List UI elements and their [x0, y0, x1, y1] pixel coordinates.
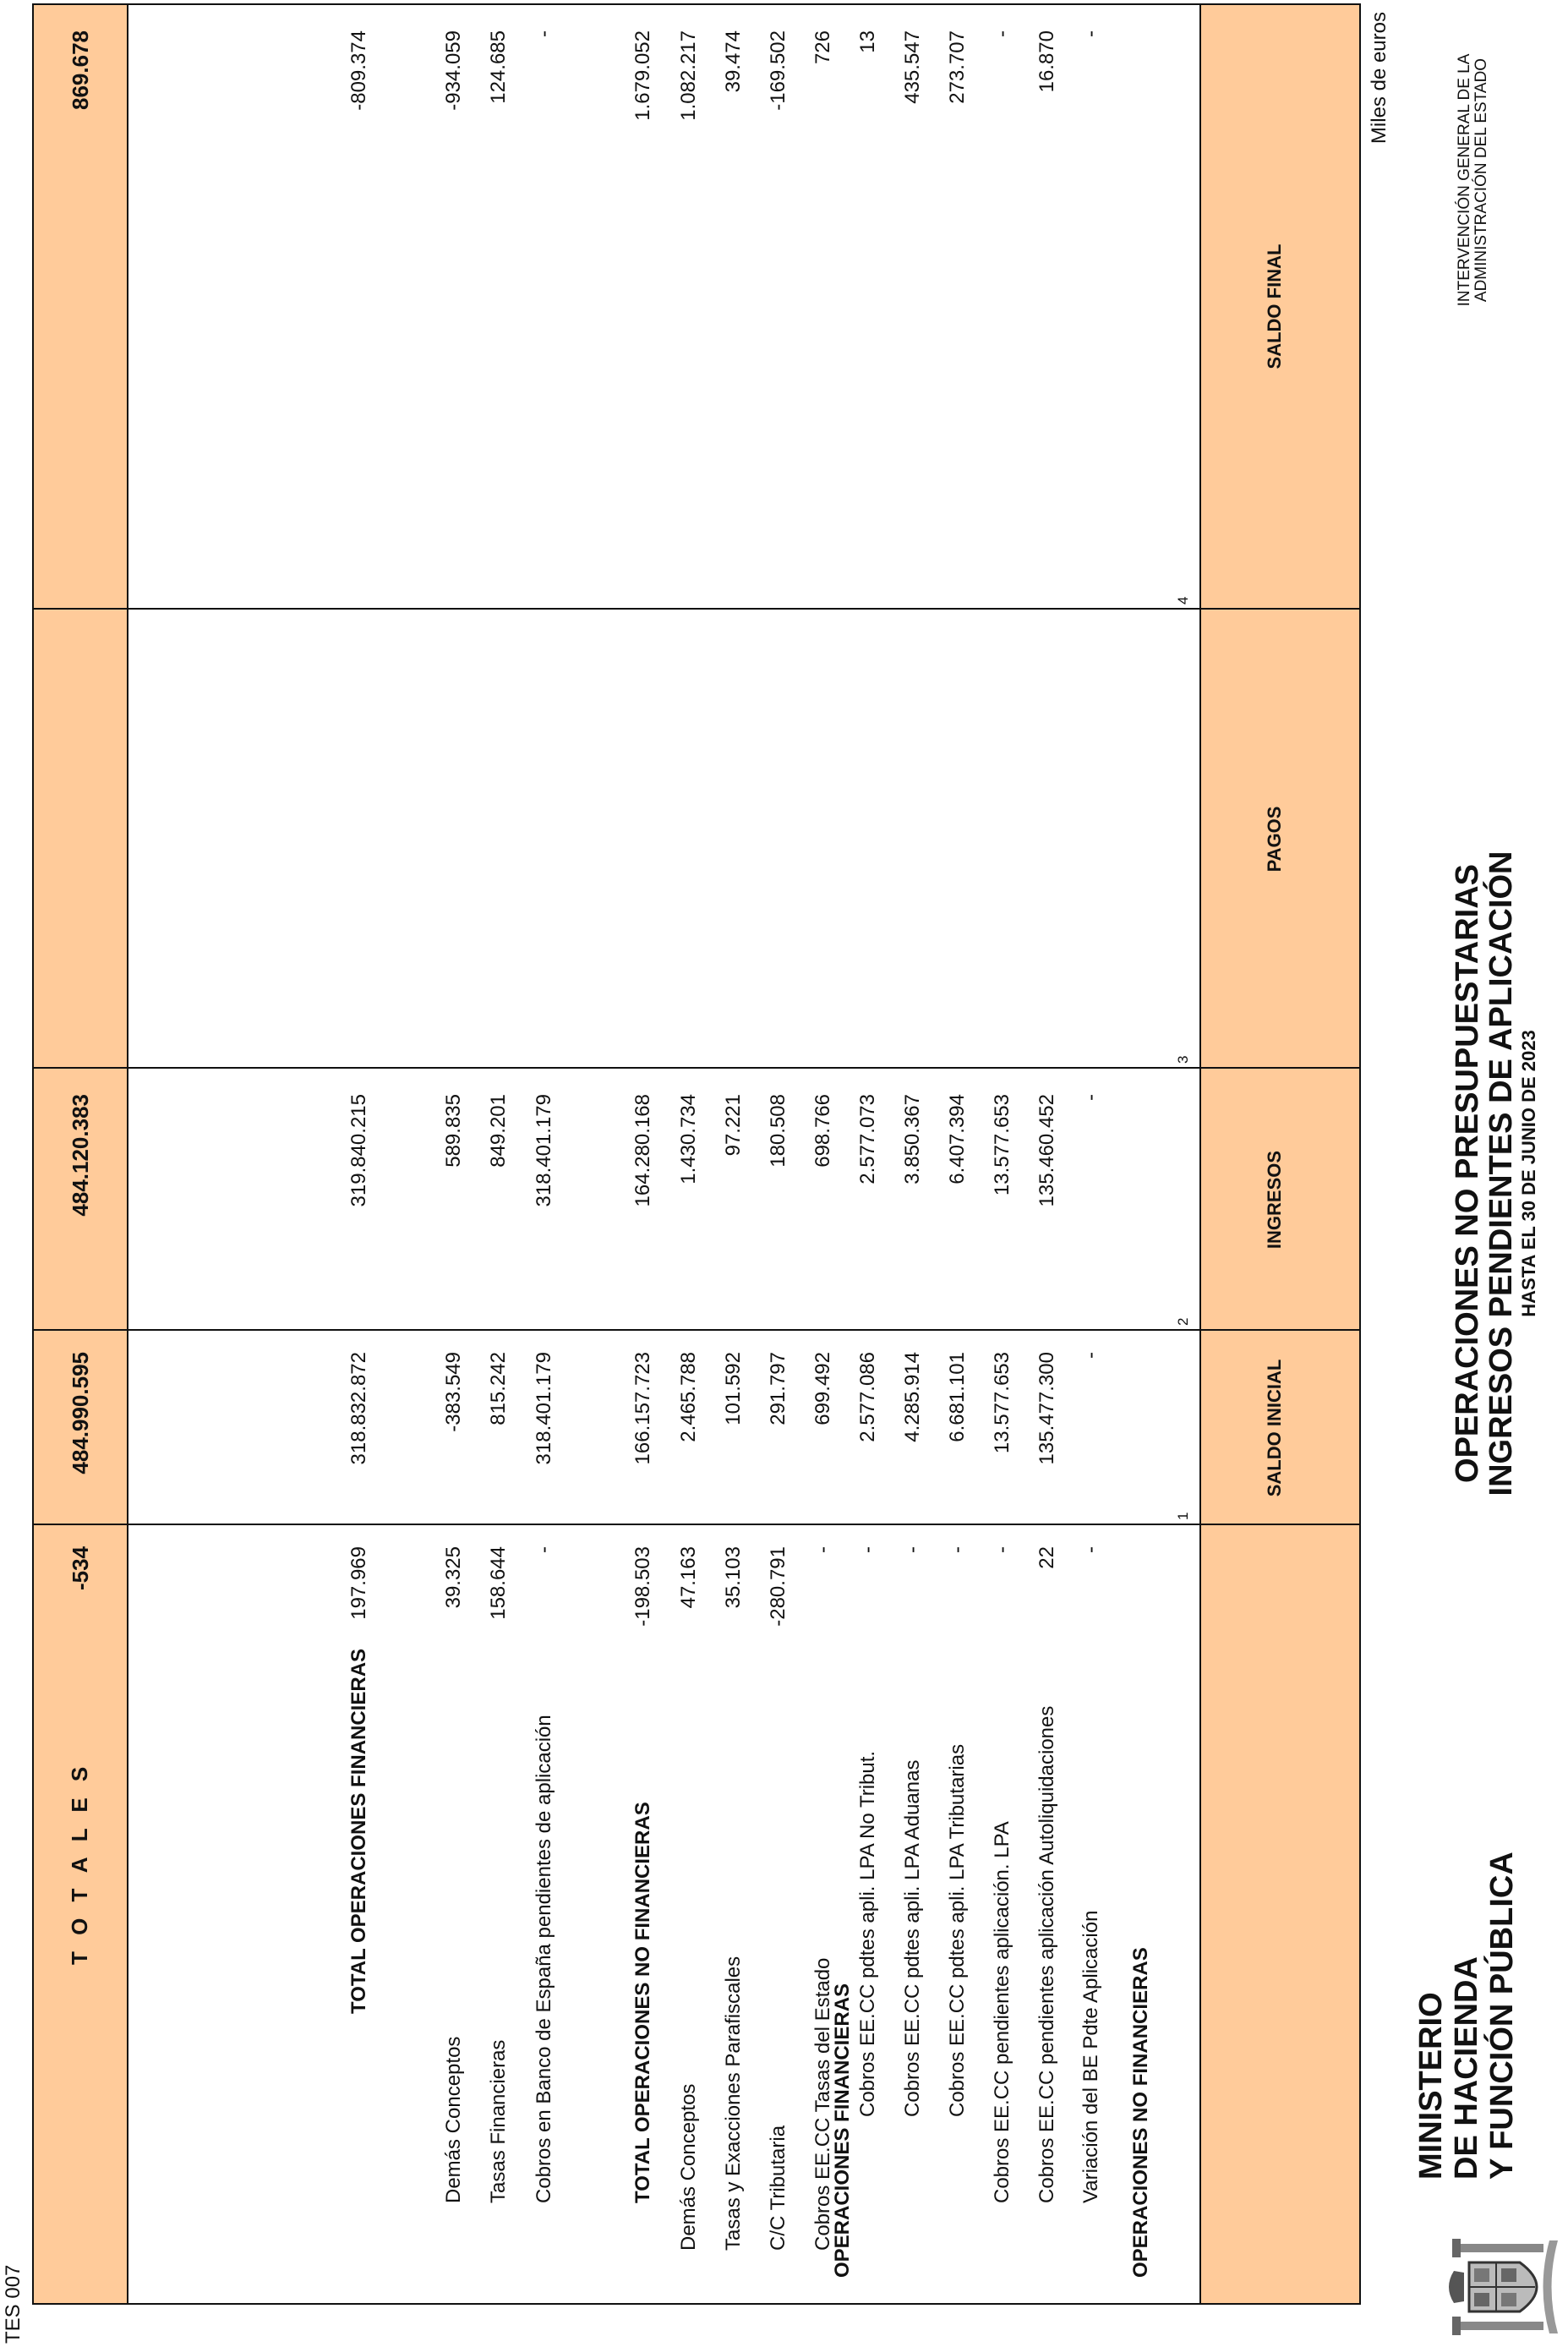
- cell-value: 35.103: [722, 1546, 745, 1609]
- totals-rule: [127, 5, 128, 2303]
- cell-value: 2.465.788: [677, 1352, 700, 1442]
- cell-value: 97.221: [722, 1094, 745, 1157]
- total-value: 484.120.383: [68, 1094, 93, 1217]
- cell-value: 318.401.179: [533, 1094, 555, 1207]
- row-label: Demás Conceptos: [442, 2036, 465, 2203]
- row-label: C/C Tributaria: [767, 2125, 789, 2251]
- cell-value: 180.508: [767, 1094, 789, 1168]
- agency-name: [1456, 24, 1490, 336]
- cell-value: -280.791: [767, 1546, 789, 1627]
- total-value: -534: [68, 1546, 93, 1591]
- col-header-pagos: PAGOS: [1264, 806, 1285, 873]
- row-label: Cobros EE.CC pendientes aplicación. LPA: [991, 1821, 1013, 2203]
- cell-value: 273.707: [946, 30, 969, 104]
- cell-value: -: [1079, 1546, 1102, 1553]
- cell-value: 135.477.300: [1035, 1352, 1058, 1465]
- cell-value: 13.577.653: [991, 1094, 1013, 1196]
- cell-value: 815.242: [487, 1352, 510, 1425]
- title-line-2: INGRESOS PENDIENTES DE APLICACIÓN: [1483, 851, 1519, 1496]
- cell-value: -: [811, 1546, 834, 1553]
- cell-value: 1.082.217: [677, 30, 700, 121]
- col-header-ingresos: INGRESOS: [1264, 1150, 1285, 1250]
- cell-value: 13: [856, 30, 879, 53]
- section-no-financieras: OPERACIONES NO FINANCIERAS: [1129, 1947, 1152, 2278]
- cell-value: 291.797: [767, 1352, 789, 1425]
- cell-value: 699.492: [811, 1352, 834, 1425]
- row-label: Tasas Financieras: [487, 2039, 510, 2203]
- cell-value: -: [1079, 30, 1102, 37]
- cell-value: 849.201: [487, 1094, 510, 1168]
- col-header-saldo-final: SALDO FINAL: [1264, 243, 1285, 369]
- cell-value: -: [856, 1546, 879, 1553]
- cell-value: -934.059: [442, 30, 465, 111]
- cell-value: -198.503: [631, 1546, 654, 1627]
- cell-value: 158.644: [487, 1546, 510, 1620]
- cell-value: 124.685: [487, 30, 510, 104]
- total-value: 484.990.595: [68, 1352, 93, 1474]
- cell-value: -: [946, 1546, 969, 1553]
- row-label: Tasas y Exacciones Parafiscales: [722, 1956, 745, 2251]
- ministry-line-2: DE HACIENDA: [1449, 1956, 1484, 2180]
- row-label: Variación del BE Pdte Aplicación: [1079, 1910, 1102, 2203]
- ministry-line-3: Y FUNCIÓN PÚBLICA: [1484, 1852, 1520, 2180]
- cell-value: 318.832.872: [347, 1352, 370, 1465]
- unit-label: Miles de euros: [1368, 12, 1390, 145]
- cell-value: -: [901, 1546, 924, 1553]
- row-label: Cobros EE.CC pdtes apli. LPA Aduanas: [901, 1759, 924, 2117]
- cell-value: 4.285.914: [901, 1352, 924, 1442]
- col-header-saldo-inicial: SALDO INICIAL: [1264, 1359, 1285, 1497]
- cell-value: 318.401.179: [533, 1352, 555, 1465]
- cell-value: 6.681.101: [946, 1352, 969, 1442]
- cell-value: -: [991, 30, 1013, 37]
- cell-value: 6.407.394: [946, 1094, 969, 1184]
- cell-value: 698.766: [811, 1094, 834, 1168]
- cell-value: -809.374: [347, 30, 370, 111]
- cell-value: 101.592: [722, 1352, 745, 1425]
- cell-value: 22: [1035, 1546, 1058, 1569]
- row-label-total: TOTAL OPERACIONES FINANCIERAS: [347, 1648, 370, 2014]
- cell-value: 1.430.734: [677, 1094, 700, 1184]
- col-num-3: 3: [1175, 1055, 1191, 1064]
- col-sep-3: [34, 1067, 1359, 1069]
- form-code: TES 007: [2, 2264, 25, 2344]
- cell-value: 319.840.215: [347, 1094, 370, 1207]
- row-label: Cobros EE.CC pdtes apli. LPA Tributarias: [946, 1743, 969, 2117]
- cell-value: 166.157.723: [631, 1352, 654, 1465]
- cell-value: 2.577.073: [856, 1094, 879, 1184]
- col-num-2: 2: [1175, 1317, 1191, 1326]
- cell-value: 13.577.653: [991, 1352, 1013, 1454]
- data-table: [32, 3, 1361, 2305]
- cell-value: 164.280.168: [631, 1094, 654, 1207]
- cell-value: 435.547: [901, 30, 924, 104]
- cell-value: 2.577.086: [856, 1352, 879, 1442]
- totals-label: T O T A L E S: [67, 1761, 92, 1965]
- col-num-1: 1: [1175, 1512, 1191, 1520]
- section-financieras: OPERACIONES FINANCIERAS: [831, 1983, 854, 2278]
- row-label: Demás Conceptos: [677, 2083, 700, 2251]
- agency-line-2: ADMINISTRACIÓN DEL ESTADO: [1472, 57, 1490, 303]
- cell-value: -: [1079, 1352, 1102, 1359]
- header-rule: [1199, 5, 1201, 2303]
- row-label-total: TOTAL OPERACIONES NO FINANCIERAS: [631, 1802, 654, 2203]
- cell-value: 726: [811, 30, 834, 65]
- cell-value: -: [991, 1546, 1013, 1553]
- cell-value: 39.474: [722, 30, 745, 93]
- row-label: Cobros EE.CC pdtes apli. LPA No Tribut.: [856, 1750, 879, 2117]
- cell-value: 1.679.052: [631, 30, 654, 121]
- cell-value: -: [533, 1546, 555, 1553]
- col-num-4: 4: [1175, 596, 1191, 605]
- col-sep-4: [34, 608, 1359, 610]
- cell-value: -: [533, 30, 555, 37]
- total-value: 869.678: [68, 30, 93, 110]
- cell-value: -: [1079, 1094, 1102, 1101]
- cell-value: 3.850.367: [901, 1094, 924, 1184]
- ministry-line-1: MINISTERIO: [1413, 1992, 1449, 2180]
- cell-value: 135.460.452: [1035, 1094, 1058, 1207]
- row-label: Cobros en Banco de España pendientes de aplicación: [533, 1715, 555, 2203]
- report-title: [1451, 0, 1540, 2347]
- cell-value: -169.502: [767, 30, 789, 111]
- cell-value: 197.969: [347, 1546, 370, 1620]
- cell-value: 16.870: [1035, 30, 1058, 93]
- row-label: Cobros EE.CC Tasas del Estado: [811, 1957, 834, 2251]
- cell-value: -383.549: [442, 1352, 465, 1432]
- cell-value: 47.163: [677, 1546, 700, 1609]
- row-label: Cobros EE.CC pendientes aplicación Autoliquidaciones: [1035, 1705, 1058, 2203]
- title-date: HASTA EL 30 DE JUNIO DE 2023: [1518, 1030, 1539, 1317]
- cell-value: 589.835: [442, 1094, 465, 1168]
- agency-line-1: INTERVENCIÓN GENERAL DE LA: [1456, 53, 1473, 307]
- title-line-1: OPERACIONES NO PRESUPUESTARIAS: [1450, 864, 1485, 1483]
- cell-value: 39.325: [442, 1546, 465, 1609]
